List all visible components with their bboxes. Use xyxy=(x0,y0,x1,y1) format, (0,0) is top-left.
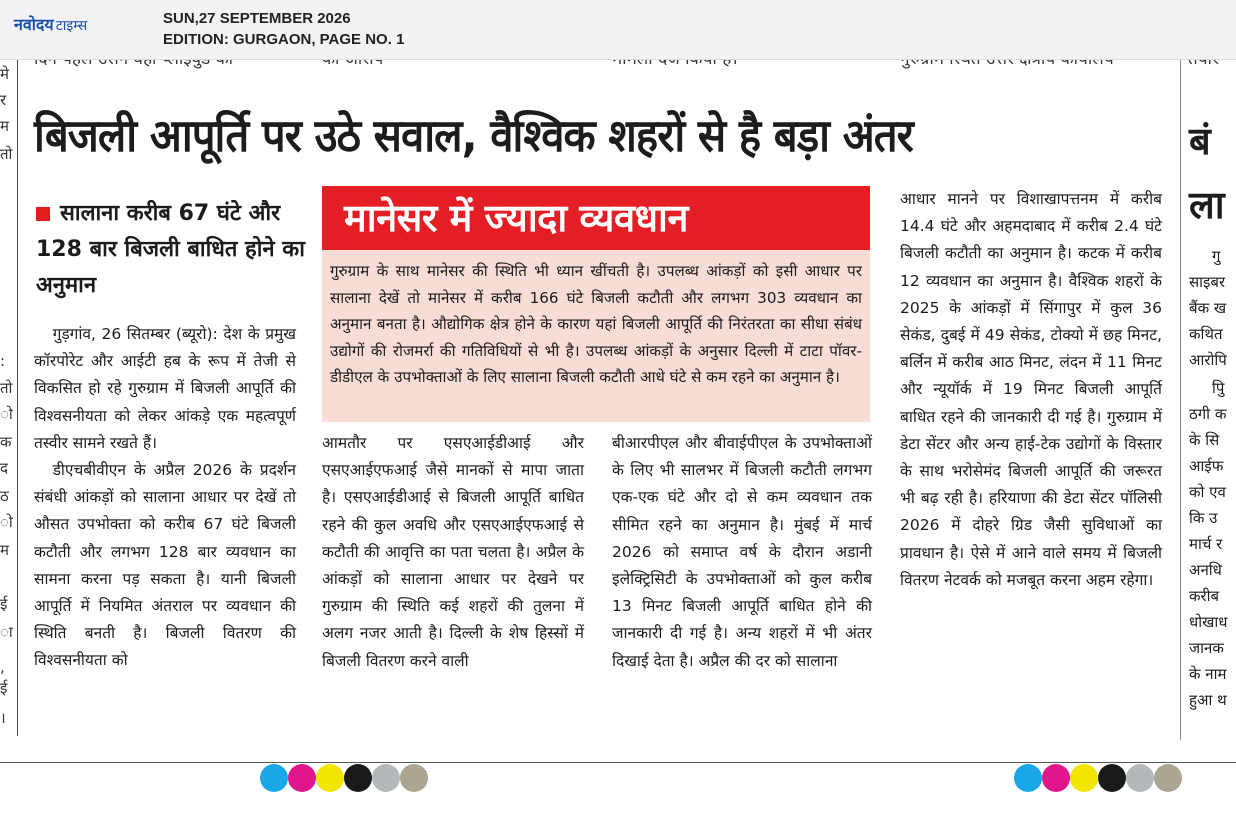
grey-registration-dot xyxy=(1126,764,1154,792)
yellow-registration-dot xyxy=(316,764,344,792)
magenta-registration-dot xyxy=(1042,764,1070,792)
masthead-bar xyxy=(0,0,1236,60)
magenta-registration-dot xyxy=(288,764,316,792)
right-neighbour-story: बं ला गु साइबर बैंक ख कथित आरोपि पुि ठगी क के सि आईफ को एव कि उ मार्च र अनधि करीब धोखाध जानक के नाम हुआ थ xyxy=(1182,60,1236,740)
page-bottom-rule xyxy=(0,762,1236,763)
cyan-registration-dot xyxy=(1014,764,1042,792)
box-body: गुरुग्राम के साथ मानेसर की स्थिति भी ध्यान खींचती है। उपलब्ध आंकड़ों को इसी आधार पर सालाना देखें तो मानेसर में करीब 166 घंटे बिजली कटौती और लगभग 303 व्यवधान का अनुमान बनता है। औद्योगिक क्षेत्र होने के कारण यहां बिजली आपूर्ति की निरंतरता का सीधा संबंध उद्योगों की रोजमर्रा की गतिविधियों से भी है। उपलब्ध आंकड़ों के अनुसार दिल्ली में टाटा पॉवर-डीडीएल के उपभोक्ताओं के लिए सालाना बिजली कटौती आधे घंटे से कम रहने का अनुमान है। xyxy=(322,250,870,422)
tan-registration-dot xyxy=(400,764,428,792)
column-rule-right xyxy=(1180,60,1181,740)
box-title: मानेसर में ज्यादा व्यवधान xyxy=(322,186,870,250)
black-registration-dot xyxy=(344,764,372,792)
article-column-3: बीआरपीएल और बीवाईपीएल के उपभोक्ताओं के लिए भी सालभर में बिजली कटौती लगभग एक-एक घंटे और दो से कम व्यवधान तक सीमित रहने का अनुमान है। मुंबई में मार्च 2026 को समाप्त वर्ष के दौरान अडानी इलेक्ट्रिसिटी के उपभोक्ताओं को कुल करीब 13 मिनट बिजली आपूर्ति बाधित होने की जानकारी दी गई है। अन्य शहरों में भी अंतर दिखाई देता है। अप्रैल की दर को सालाना xyxy=(612,434,872,670)
article-kicker xyxy=(36,196,316,304)
prev-story-fragment-3 xyxy=(612,61,882,72)
article-headline: बिजली आपूर्ति पर उठे सवाल, वैश्विक शहरों से है बड़ा अंतर xyxy=(34,109,913,162)
grey-registration-dot xyxy=(372,764,400,792)
article-column-2: आमतौर पर एसएआईडीआई और एसएआईएफआई जैसे मानकों से मापा जाता है। एसएआईडीआई से बिजली आपूर्ति बाधित रहने की कुल अवधि और एसएआईएफआई से कटौती की आवृत्ति का पता चलता है। अप्रैल के आंकड़ों को सालाना आधार पर देखने पर गुरुग्राम की स्थिति कई शहरों की तुलना में अलग नजर आती है। दिल्ली के शेष हिस्सों में बिजली वितरण करने वाली xyxy=(322,434,584,670)
edition-date: SUN,27 SEPTEMBER 2026 xyxy=(163,10,351,27)
registration-marks-left xyxy=(260,764,428,792)
black-registration-dot xyxy=(1098,764,1126,792)
prev-story-fragment-2 xyxy=(322,61,592,72)
yellow-registration-dot xyxy=(1070,764,1098,792)
article-column-1 xyxy=(34,321,296,675)
registration-marks-right xyxy=(1014,764,1182,792)
newspaper-logo[interactable] xyxy=(14,13,87,35)
article-para-2: डीएचबीवीएन के अप्रैल 2026 के प्रदर्शन संबंधी आंकड़ों को सालाना आधार पर देखें तो औसत उपभोक्ता को करीब 67 घंटे बिजली कटौती और लगभग 128 बार व्यवधान का सामना करना पड़ सकता है। यानी बिजली आपूर्ति में नियमित अंतराल पर व्यवधान की स्थिति बनती है। बिजली वितरण की विश्वसनीयता को xyxy=(34,461,296,670)
edition-info: EDITION: GURGAON, PAGE NO. 1 xyxy=(163,31,405,48)
article-para-1: गुड़गांव, 26 सितम्बर (ब्यूरो): देश के प्रमुख कॉरपोरेट और आईटी हब के रूप में तेजी से विकसित हो रहे गुरुग्राम में बिजली आपूर्ति की विश्वसनीयता को लेकर आंकड़े एक महत्वपूर्ण तस्वीर सामने रखते हैं। xyxy=(34,325,296,452)
dateline xyxy=(163,8,404,50)
logo-main: नवोदय xyxy=(14,15,54,34)
logo-sub: टाइम्स xyxy=(55,18,88,34)
kicker-text: सालाना करीब 67 घंटे और 128 बार बिजली बाधित होने का अनुमान xyxy=(36,201,305,298)
left-neighbour-strip: मे र म तो : तो ो क द ठ ो म ई ा , ई । xyxy=(0,65,13,727)
prev-story-fragment-1 xyxy=(34,61,304,72)
tan-registration-dot xyxy=(1154,764,1182,792)
cyan-registration-dot xyxy=(260,764,288,792)
prev-story-fragment-4 xyxy=(900,61,1170,72)
right-story-headline-1: बं xyxy=(1189,119,1211,163)
right-story-headline-2: ला xyxy=(1189,183,1225,227)
column-rule-left xyxy=(17,60,18,736)
red-square-bullet-icon xyxy=(36,207,50,221)
article-column-4: आधार मानने पर विशाखापत्तनम में करीब 14.4 घंटे और अहमदाबाद में करीब 2.4 घंटे बिजली कटौती का अनुमान है। कटक में करीब 12 व्यवधान का अनुमान है। वैश्विक शहरों के 2025 के आंकड़ों में सिंगापुर में कुल 36 सेकंड, दुबई में 49 सेकंड, टोक्यो में छह मिनट, बर्लिन में करीब आठ मिनट, लंदन में 11 मिनट और न्यूयॉर्क में 19 मिनट बिजली आपूर्ति बाधित रहने की जानकारी दी गई है। गुरुग्राम में डेटा सेंटर और अन्य हाई-टेक उद्योगों के विस्तार के साथ भरोसेमंद बिजली आपूर्ति की जरूरत भी बढ़ रही है। हरियाणा की डेटा सेंटर पॉलिसी 2026 में दोहरे ग्रिड जैसी सुविधाओं का प्रावधान है। ऐसे में आने वाले समय में बिजली वितरण नेटवर्क को मजबूत करना अहम रहेगा। xyxy=(900,190,1162,589)
